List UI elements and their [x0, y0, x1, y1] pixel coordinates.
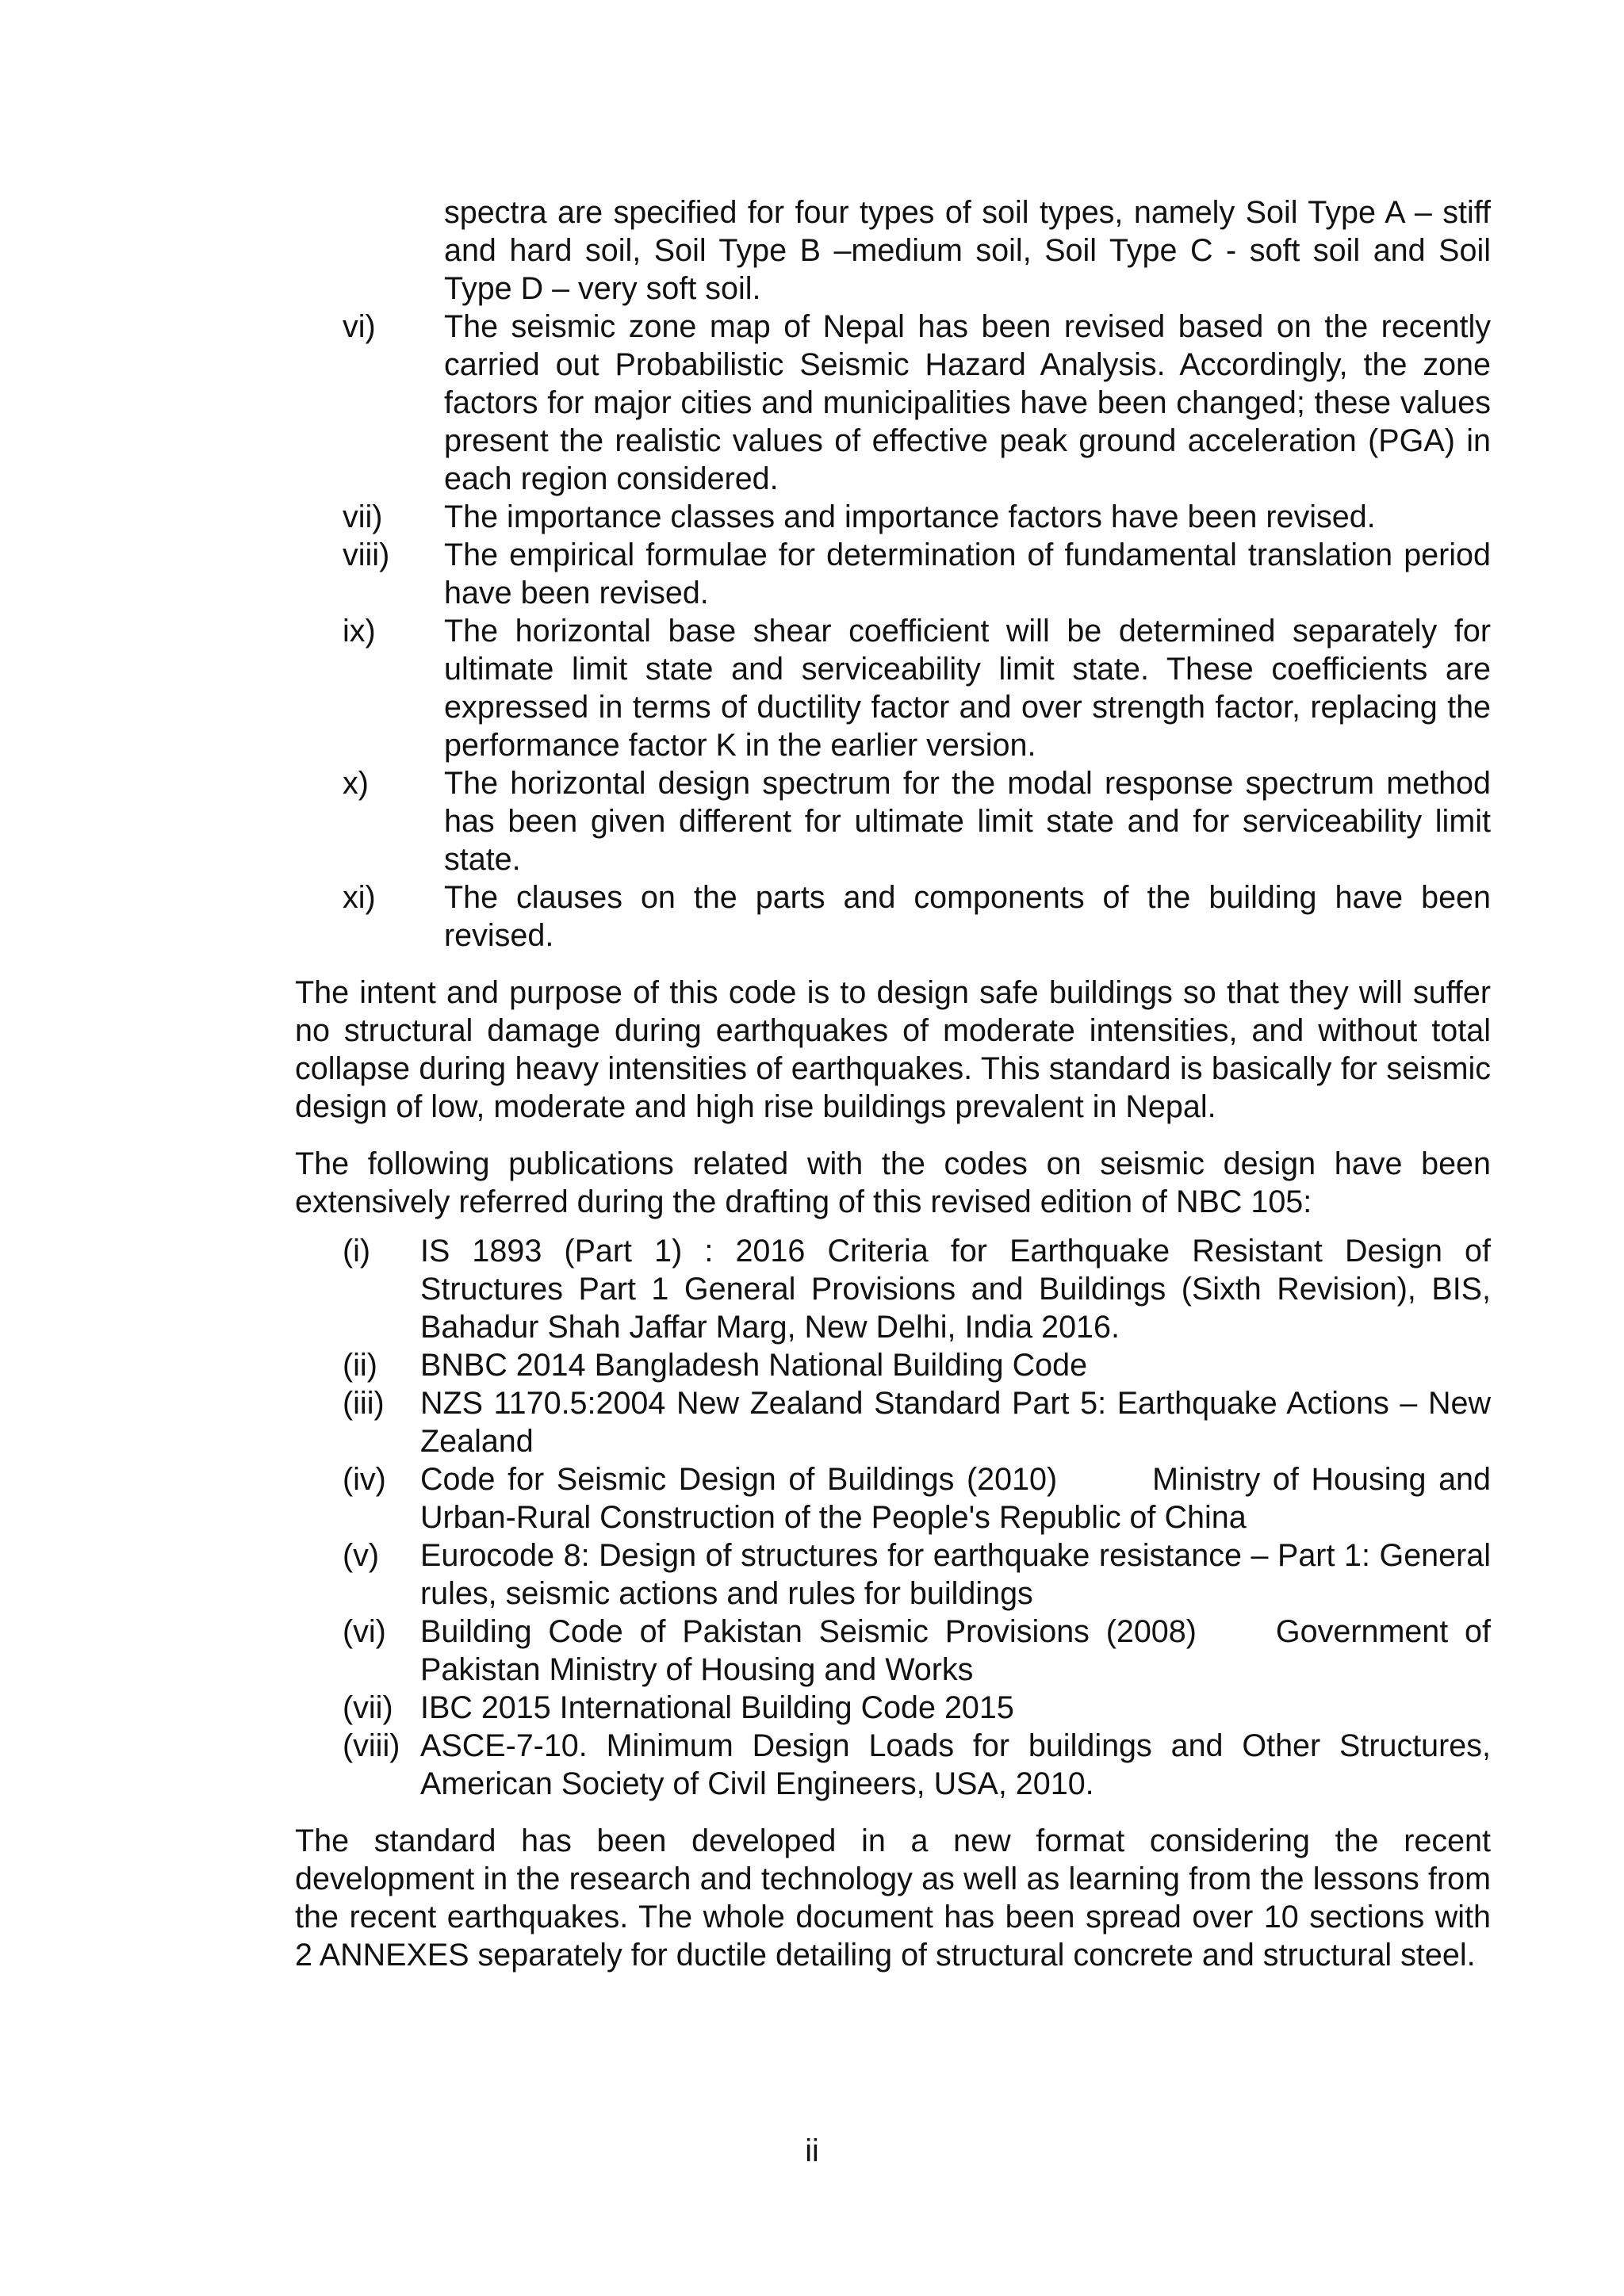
list-item-number: (v) [343, 1538, 380, 1573]
continuation-text: spectra are specified for four types of soil types, namely Soil Type A – stiff and hard soil, Soil Type B –medium soil, Soil Type C - soft soil and Soil Type D – very soft soil. [444, 195, 1491, 306]
list-item-text: Eurocode 8: Design of structures for earthquake resistance – Part 1: General rules, seismic actions and rules for buildings [420, 1538, 1491, 1611]
list-item-text: The clauses on the parts and components of the building have been revised. [444, 880, 1491, 953]
list-item [295, 308, 1491, 498]
list-item-title: Building Code of Pakistan Seismic Provisions (2008) [420, 1614, 1197, 1649]
list-item-number: xi) [343, 880, 376, 915]
list-item-text: The horizontal base shear coefficient will be determined separately for ultimate limit state and serviceability limit state. These coefficients are expressed in terms of ductility factor and over strength factor, replacing the performance factor K in the earlier version. [444, 614, 1491, 763]
list-item-text: The importance classes and importance factors have been revised. [444, 499, 1376, 534]
list-item [295, 498, 1491, 536]
list-item [295, 1384, 1491, 1460]
list-item [295, 764, 1491, 878]
page-number: ii [805, 2133, 819, 2168]
list-item [295, 1689, 1491, 1727]
list-item-number: (viii) [343, 1728, 400, 1763]
intent-paragraph: The intent and purpose of this code is to design safe buildings so that they will suffer no structural damage during earthquakes of moderate intensities, and without total collapse during heavy intensities of earthquakes. This standard is basically for seismic design of low, moderate and high rise buildings prevalent in Nepal. [295, 975, 1491, 1124]
list-item [295, 1613, 1491, 1689]
list-item-number: vii) [343, 499, 383, 534]
list-item-number: ix) [343, 614, 376, 649]
list-item-number: (iv) [343, 1462, 386, 1497]
revisions-list [295, 193, 1491, 955]
list-item-title: Code for Seismic Design of Buildings (2010) [420, 1462, 1058, 1497]
list-item-text: NZS 1170.5:2004 New Zealand Standard Part 5: Earthquake Actions – New Zealand [420, 1386, 1491, 1459]
list-item [295, 1727, 1491, 1803]
list-item-number: vi) [343, 309, 376, 344]
list-item-publisher: Government of Pakistan Ministry of Housing and Works [420, 1614, 1491, 1687]
list-item-number: (ii) [343, 1348, 377, 1383]
list-item-number: (iii) [343, 1386, 385, 1421]
closing-paragraph: The standard has been developed in a new format considering the recent development in the research and technology as well as learning from the lessons from the recent earthquakes. The whole document has been spread over 10 sections with 2 ANNEXES separately for ductile detailing of structural concrete and structural steel. [295, 1823, 1491, 1973]
list-item-text: BNBC 2014 Bangladesh National Building Code [420, 1348, 1088, 1383]
list-item-text: The horizontal design spectrum for the modal response spectrum method has been given different for ultimate limit state and for serviceability limit state. [444, 766, 1491, 877]
list-item-publisher: Ministry of Housing and Urban-Rural Construction of the People's Republic of China [420, 1462, 1491, 1535]
list-item-number: (vi) [343, 1614, 386, 1649]
list-item [295, 1232, 1491, 1346]
list-item-text: The seismic zone map of Nepal has been revised based on the recently carried out Probabilistic Seismic Hazard Analysis. Accordingly, the zone factors for major cities and municipalities have been changed; these values present the realistic values of effective peak ground acceleration (PGA) in each region considered. [444, 309, 1491, 496]
list-item-number: (vii) [343, 1690, 393, 1725]
publications-intro: The following publications related with the codes on seismic design have been extensively referred during the drafting of this revised edition of NBC 105: [295, 1146, 1491, 1219]
list-item [295, 1536, 1491, 1613]
list-item-number: viii) [343, 538, 390, 572]
list-item-text: ASCE-7-10. Minimum Design Loads for buildings and Other Structures, American Society of Civil Engineers, USA, 2010. [420, 1728, 1491, 1801]
list-item-number: (i) [343, 1234, 371, 1269]
list-item [295, 536, 1491, 612]
page-body [295, 193, 1491, 1974]
list-item-text: IBC 2015 International Building Code 2015 [420, 1690, 1014, 1725]
publications-list [295, 1232, 1491, 1803]
list-item [295, 1346, 1491, 1384]
list-item [295, 1460, 1491, 1536]
list-item-text: The empirical formulae for determination of fundamental translation period have been revised. [444, 538, 1491, 610]
list-item-text: IS 1893 (Part 1) : 2016 Criteria for Earthquake Resistant Design of Structures Part 1 General Provisions and Buildings (Sixth Revision), BIS, Bahadur Shah Jaffar Marg, New Delhi, India 2016. [420, 1234, 1491, 1345]
list-item [295, 878, 1491, 955]
list-item-number: x) [343, 766, 369, 801]
list-item [295, 612, 1491, 764]
list-item [295, 193, 1491, 308]
